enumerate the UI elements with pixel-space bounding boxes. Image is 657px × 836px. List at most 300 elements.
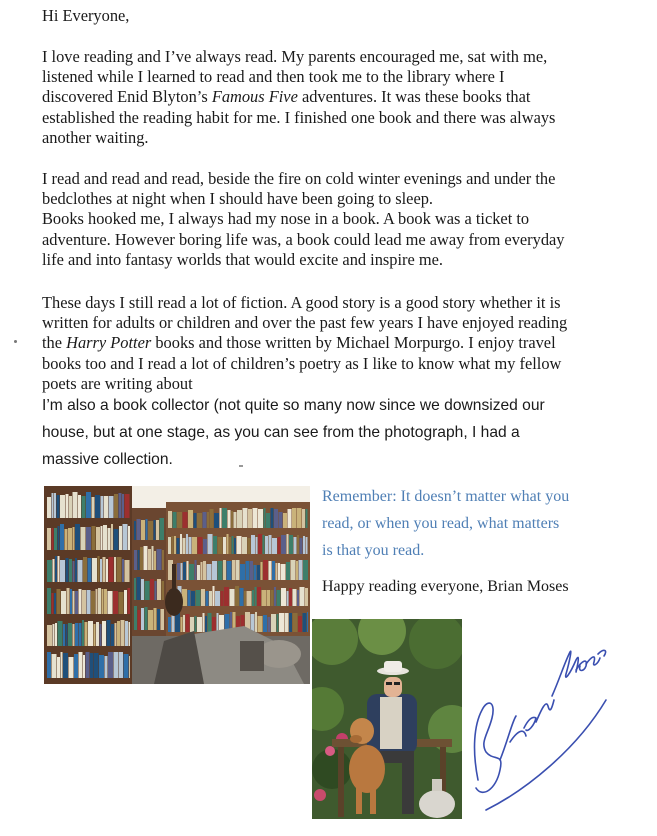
- book-spine: [177, 563, 180, 580]
- book-spine: [53, 624, 55, 646]
- book-spine: [73, 492, 78, 518]
- book-spine: [289, 613, 292, 632]
- book-spine: [119, 493, 122, 518]
- book-spine: [299, 560, 303, 580]
- book-spine: [272, 538, 277, 554]
- book-spine: [103, 557, 106, 582]
- book-spine: [261, 562, 263, 580]
- book-spine: [108, 591, 113, 614]
- book-spine: [54, 493, 56, 518]
- book-spine: [79, 623, 82, 646]
- book-spine: [55, 556, 57, 582]
- book-spine: [240, 588, 244, 606]
- book-title-famous-five: Famous Five: [211, 87, 298, 107]
- book-spine: [214, 513, 219, 528]
- text-line: Books hooked me, I always had my nose in a book. A book was a ticket to: [42, 209, 530, 229]
- book-spine: [286, 562, 290, 580]
- book-spine: [186, 614, 190, 632]
- book-spine: [212, 561, 217, 580]
- book-spine: [47, 652, 51, 678]
- book-spine: [83, 655, 85, 678]
- book-spine: [208, 534, 213, 554]
- book-spine: [145, 581, 150, 600]
- book-spine: [265, 536, 268, 554]
- book-spine: [141, 520, 145, 540]
- book-spine: [227, 561, 232, 580]
- book-spine: [73, 591, 75, 614]
- book-spine: [87, 590, 91, 614]
- book-spine: [293, 613, 298, 632]
- book-spine: [95, 495, 100, 518]
- book-spine: [194, 513, 197, 528]
- book-spine: [150, 579, 154, 600]
- book-spine: [288, 509, 292, 528]
- book-spine: [78, 495, 81, 518]
- text-line: poets are writing about: [42, 373, 193, 393]
- book-spine: [114, 652, 119, 678]
- book-spine: [69, 496, 72, 518]
- text-line: Remember: It doesn’t matter what you: [322, 488, 570, 505]
- text-line: discovered Enid Blyton’s Famous Five adventures. It was these books that: [42, 87, 531, 107]
- book-spine: [146, 519, 148, 540]
- greeting: Hi Everyone,: [42, 6, 130, 25]
- book-spine: [134, 578, 136, 600]
- book-spine: [217, 613, 219, 632]
- book-spine: [74, 654, 78, 678]
- book-spine: [183, 615, 185, 632]
- book-spine: [61, 591, 66, 614]
- book-spine: [86, 492, 91, 518]
- book-spine: [123, 524, 128, 550]
- book-spine: [168, 617, 171, 632]
- book-spine: [277, 614, 279, 632]
- book-spine: [197, 513, 202, 528]
- book-spine: [237, 536, 242, 554]
- book-spine: [220, 508, 222, 528]
- book-spine: [47, 528, 51, 550]
- book-spine: [104, 589, 107, 614]
- book-spine: [174, 536, 176, 554]
- book-spine: [114, 557, 116, 582]
- book-spine: [210, 509, 214, 528]
- book-spine: [73, 527, 75, 550]
- book-spine: [148, 521, 153, 540]
- book-spine: [88, 558, 92, 582]
- book-spine: [65, 529, 68, 550]
- book-spine: [75, 558, 77, 582]
- book-spine: [186, 534, 188, 554]
- book-spine: [232, 560, 235, 580]
- book-spine: [180, 534, 182, 554]
- text-line: life and into fantasy worlds that would excite and inspire me.: [42, 249, 444, 269]
- book-spine: [145, 607, 148, 630]
- book-spine: [78, 560, 83, 582]
- book-spine: [213, 536, 217, 554]
- book-spine: [274, 587, 276, 606]
- book-spine: [276, 563, 278, 580]
- book-spine: [140, 547, 143, 570]
- book-spine: [88, 621, 93, 646]
- book-spine: [81, 527, 86, 550]
- book-spine: [168, 511, 172, 528]
- book-spine: [55, 623, 57, 646]
- text-line: I’m also a book collector (not quite so many now since we downsized our: [42, 397, 545, 414]
- book-spine: [272, 561, 275, 580]
- text-line: house, but at one stage, as you can see from the photograph, I had a: [42, 424, 520, 441]
- book-spine: [54, 593, 56, 614]
- book-spine: [287, 534, 289, 554]
- book-spine: [52, 493, 54, 518]
- book-spine: [306, 509, 308, 528]
- book-spine: [100, 559, 102, 582]
- book-spine: [111, 524, 113, 550]
- book-spine: [79, 652, 83, 678]
- book-spine: [52, 654, 57, 678]
- book-spine: [281, 535, 286, 554]
- handwritten-signature: [466, 630, 616, 820]
- book-spine: [240, 564, 245, 580]
- paragraph-read-and-read: [42, 169, 564, 270]
- book-spine: [94, 624, 96, 646]
- book-spine: [91, 591, 95, 614]
- book-spine: [47, 497, 51, 518]
- book-spine: [305, 588, 308, 606]
- book-spine: [218, 561, 223, 580]
- book-spine: [141, 608, 144, 630]
- book-spine: [161, 609, 165, 630]
- book-spine: [251, 535, 255, 554]
- book-spine: [195, 560, 197, 580]
- book-spine: [125, 560, 130, 582]
- book-spine: [296, 561, 298, 580]
- book-spine: [190, 617, 194, 632]
- book-spine: [92, 526, 96, 550]
- book-spine: [189, 564, 194, 580]
- book-spine: [278, 537, 281, 554]
- book-spine: [154, 551, 156, 570]
- author-with-dog-photo: [312, 619, 462, 819]
- book-spine: [53, 559, 55, 582]
- book-spine: [203, 539, 207, 554]
- book-spine: [281, 588, 286, 606]
- book-spine: [102, 621, 106, 646]
- book-spine: [60, 524, 64, 550]
- book-spine: [63, 624, 65, 646]
- book-spine: [148, 549, 151, 570]
- book-spine: [122, 494, 124, 518]
- book-spine: [281, 564, 286, 580]
- book-spine: [306, 537, 308, 554]
- book-spine: [152, 546, 154, 570]
- book-spine: [106, 559, 108, 582]
- paragraph-book-collector: [42, 392, 545, 473]
- text-line: written for adults or children and over the past few years I have enjoyed reading: [42, 313, 568, 333]
- book-spine: [96, 622, 99, 646]
- book-spine: [229, 537, 231, 554]
- book-spine: [108, 528, 111, 550]
- book-spine: [237, 510, 242, 528]
- book-spine: [82, 620, 84, 646]
- book-spine: [168, 537, 171, 554]
- book-spine: [203, 512, 207, 528]
- book-spine: [267, 590, 270, 606]
- book-spine: [160, 518, 165, 540]
- book-spine: [75, 623, 78, 646]
- book-spine: [85, 622, 88, 646]
- book-spine: [104, 496, 108, 518]
- book-spine: [268, 617, 271, 632]
- book-spine: [252, 590, 254, 606]
- bookshelves-photo: [44, 486, 310, 684]
- book-spine: [141, 579, 144, 600]
- book-spine: [47, 625, 52, 646]
- book-spine: [264, 508, 266, 528]
- book-spine: [196, 590, 201, 606]
- book-spine: [124, 654, 129, 678]
- book-spine: [157, 579, 161, 600]
- book-spine: [173, 512, 177, 528]
- book-spine: [138, 610, 141, 630]
- book-spine: [292, 508, 296, 528]
- book-spine: [119, 526, 122, 550]
- book-spine: [302, 509, 305, 528]
- book-spine: [57, 589, 61, 614]
- book-spine: [203, 561, 206, 580]
- book-spine: [79, 589, 82, 614]
- paragraph-childhood-reading: [42, 47, 555, 148]
- book-spine: [52, 593, 54, 614]
- book-spine: [172, 536, 174, 554]
- book-spine: [138, 550, 140, 570]
- book-spine: [129, 656, 130, 678]
- text-line: is that you read.: [322, 542, 425, 559]
- book-spine: [218, 537, 223, 554]
- book-spine: [201, 562, 203, 580]
- book-spine: [137, 577, 141, 600]
- book-spine: [242, 537, 247, 554]
- book-spine: [253, 508, 258, 528]
- book-spine: [183, 538, 186, 554]
- book-spine: [66, 494, 69, 518]
- book-spine: [122, 559, 124, 582]
- book-spine: [129, 622, 131, 646]
- book-spine: [134, 521, 136, 540]
- book-spine: [66, 558, 69, 582]
- book-spine: [277, 590, 281, 606]
- book-spine: [246, 561, 250, 580]
- book-spine: [94, 653, 99, 678]
- book-spine: [293, 589, 297, 606]
- book-spine: [92, 558, 97, 582]
- book-spine: [67, 588, 70, 614]
- book-spine: [60, 560, 65, 582]
- book-spine: [113, 591, 118, 614]
- book-spine: [124, 590, 127, 614]
- book-spine: [207, 512, 209, 528]
- book-spine: [100, 624, 102, 646]
- book-spine: [251, 614, 255, 632]
- text-line: another waiting.: [42, 127, 149, 147]
- book-spine: [303, 536, 305, 554]
- book-spine: [235, 586, 239, 606]
- text-line: listened while I learned to read and then took me to the library where I: [42, 67, 505, 87]
- book-spine: [222, 508, 227, 528]
- book-spine: [63, 653, 68, 678]
- book-spine: [271, 614, 276, 632]
- book-spine: [203, 613, 205, 632]
- book-spine: [111, 624, 114, 646]
- book-spine: [298, 616, 302, 632]
- book-spine: [188, 510, 193, 528]
- signoff: Happy reading everyone, Brian Moses: [322, 578, 569, 595]
- book-spine: [119, 592, 124, 614]
- book-title-harry-potter: Harry Potter: [66, 333, 152, 353]
- book-spine: [73, 561, 75, 582]
- book-spine: [215, 591, 220, 606]
- book-spine: [105, 656, 108, 678]
- book-spine: [191, 591, 195, 606]
- book-spine: [266, 513, 270, 528]
- book-spine: [207, 564, 212, 580]
- book-spine: [271, 590, 274, 606]
- book-spine: [96, 589, 98, 614]
- book-spine: [297, 590, 299, 606]
- text-line: adventure. However boring life was, a book could lead me away from everyday: [42, 229, 565, 249]
- text-line: I read and read and read, beside the fire on cold winter evenings and under the: [42, 169, 556, 188]
- book-spine: [247, 591, 252, 606]
- book-spine: [188, 590, 191, 606]
- book-spine: [223, 537, 226, 554]
- book-spine: [115, 623, 117, 646]
- book-spine: [263, 615, 267, 632]
- book-spine: [283, 513, 287, 528]
- book-spine: [256, 537, 258, 554]
- book-spine: [257, 587, 261, 606]
- book-spine: [125, 494, 130, 518]
- book-spine: [209, 591, 212, 606]
- book-spine: [248, 509, 252, 528]
- book-spine: [108, 652, 113, 678]
- book-spine: [102, 589, 104, 614]
- book-spine: [258, 616, 263, 632]
- book-spine: [117, 557, 122, 582]
- text-line: books too and I read a lot of children’s poetry as I like to know what my fellow: [42, 353, 562, 373]
- book-spine: [58, 621, 63, 646]
- book-spine: [69, 559, 72, 582]
- book-spine: [234, 512, 237, 528]
- book-spine: [134, 606, 137, 630]
- book-spine: [230, 589, 235, 606]
- book-spine: [154, 520, 156, 540]
- book-spine: [66, 624, 68, 646]
- book-spine: [255, 587, 257, 606]
- book-spine: [303, 613, 307, 632]
- book-spine: [271, 508, 274, 528]
- text-line: read, or when you read, what matters: [322, 515, 560, 532]
- book-spine: [187, 561, 189, 580]
- book-spine: [291, 560, 296, 580]
- book-spine: [243, 508, 248, 528]
- book-spine: [98, 588, 101, 614]
- book-spine: [213, 586, 215, 606]
- book-spine: [285, 613, 289, 632]
- book-spine: [137, 519, 141, 540]
- book-spine: [90, 653, 93, 678]
- text-line: These days I still read a lot of fiction. A good story is a good story whether it is: [42, 293, 561, 312]
- book-spine: [181, 617, 183, 632]
- remember-quote: [322, 483, 569, 564]
- book-spine: [47, 588, 51, 614]
- scan-speck: [239, 465, 243, 467]
- book-spine: [148, 610, 153, 630]
- book-spine: [119, 652, 123, 678]
- book-spine: [289, 535, 293, 554]
- book-spine: [175, 613, 180, 632]
- book-spine: [61, 652, 63, 678]
- book-spine: [289, 588, 292, 606]
- book-spine: [68, 623, 72, 646]
- book-spine: [114, 494, 118, 518]
- book-spine: [82, 496, 86, 518]
- book-spine: [109, 557, 114, 582]
- book-spine: [86, 652, 90, 678]
- book-spine: [98, 556, 100, 582]
- book-spine: [177, 538, 180, 554]
- book-spine: [155, 581, 157, 600]
- book-spine: [128, 588, 131, 614]
- book-spine: [60, 495, 65, 518]
- book-spine: [68, 528, 72, 550]
- book-spine: [257, 565, 260, 580]
- book-spine: [212, 617, 216, 632]
- book-spine: [244, 591, 246, 606]
- book-spine: [205, 616, 207, 632]
- book-spine: [197, 617, 202, 632]
- book-spine: [183, 562, 186, 580]
- book-spine: [278, 563, 280, 580]
- book-spine: [54, 528, 57, 550]
- book-spine: [294, 537, 297, 554]
- book-spine: [263, 560, 268, 580]
- book-spine: [57, 495, 60, 518]
- book-spine: [162, 550, 164, 570]
- book-spine: [269, 535, 272, 554]
- book-spine: [250, 561, 253, 580]
- book-spine: [303, 560, 308, 580]
- book-spine: [96, 527, 100, 550]
- book-spine: [198, 537, 203, 554]
- book-spine: [254, 565, 257, 580]
- book-spine: [236, 560, 240, 580]
- scan-speck: [14, 340, 17, 343]
- book-spine: [73, 624, 75, 646]
- book-spine: [107, 620, 111, 646]
- book-spine: [197, 565, 200, 580]
- book-spine: [307, 612, 308, 632]
- text-line: bedclothes at night when I should have been going to sleep.: [42, 189, 434, 209]
- book-spine: [75, 524, 80, 550]
- book-spine: [177, 512, 182, 528]
- book-spine: [69, 657, 74, 678]
- book-spine: [70, 589, 72, 614]
- book-spine: [125, 621, 128, 646]
- book-spine: [121, 620, 125, 646]
- text-line: I love reading and I’ve always read. My parents encouraged me, sat with me,: [42, 47, 548, 66]
- book-spine: [206, 591, 209, 606]
- book-spine: [208, 613, 212, 632]
- book-spine: [300, 538, 303, 554]
- book-spine: [248, 538, 251, 554]
